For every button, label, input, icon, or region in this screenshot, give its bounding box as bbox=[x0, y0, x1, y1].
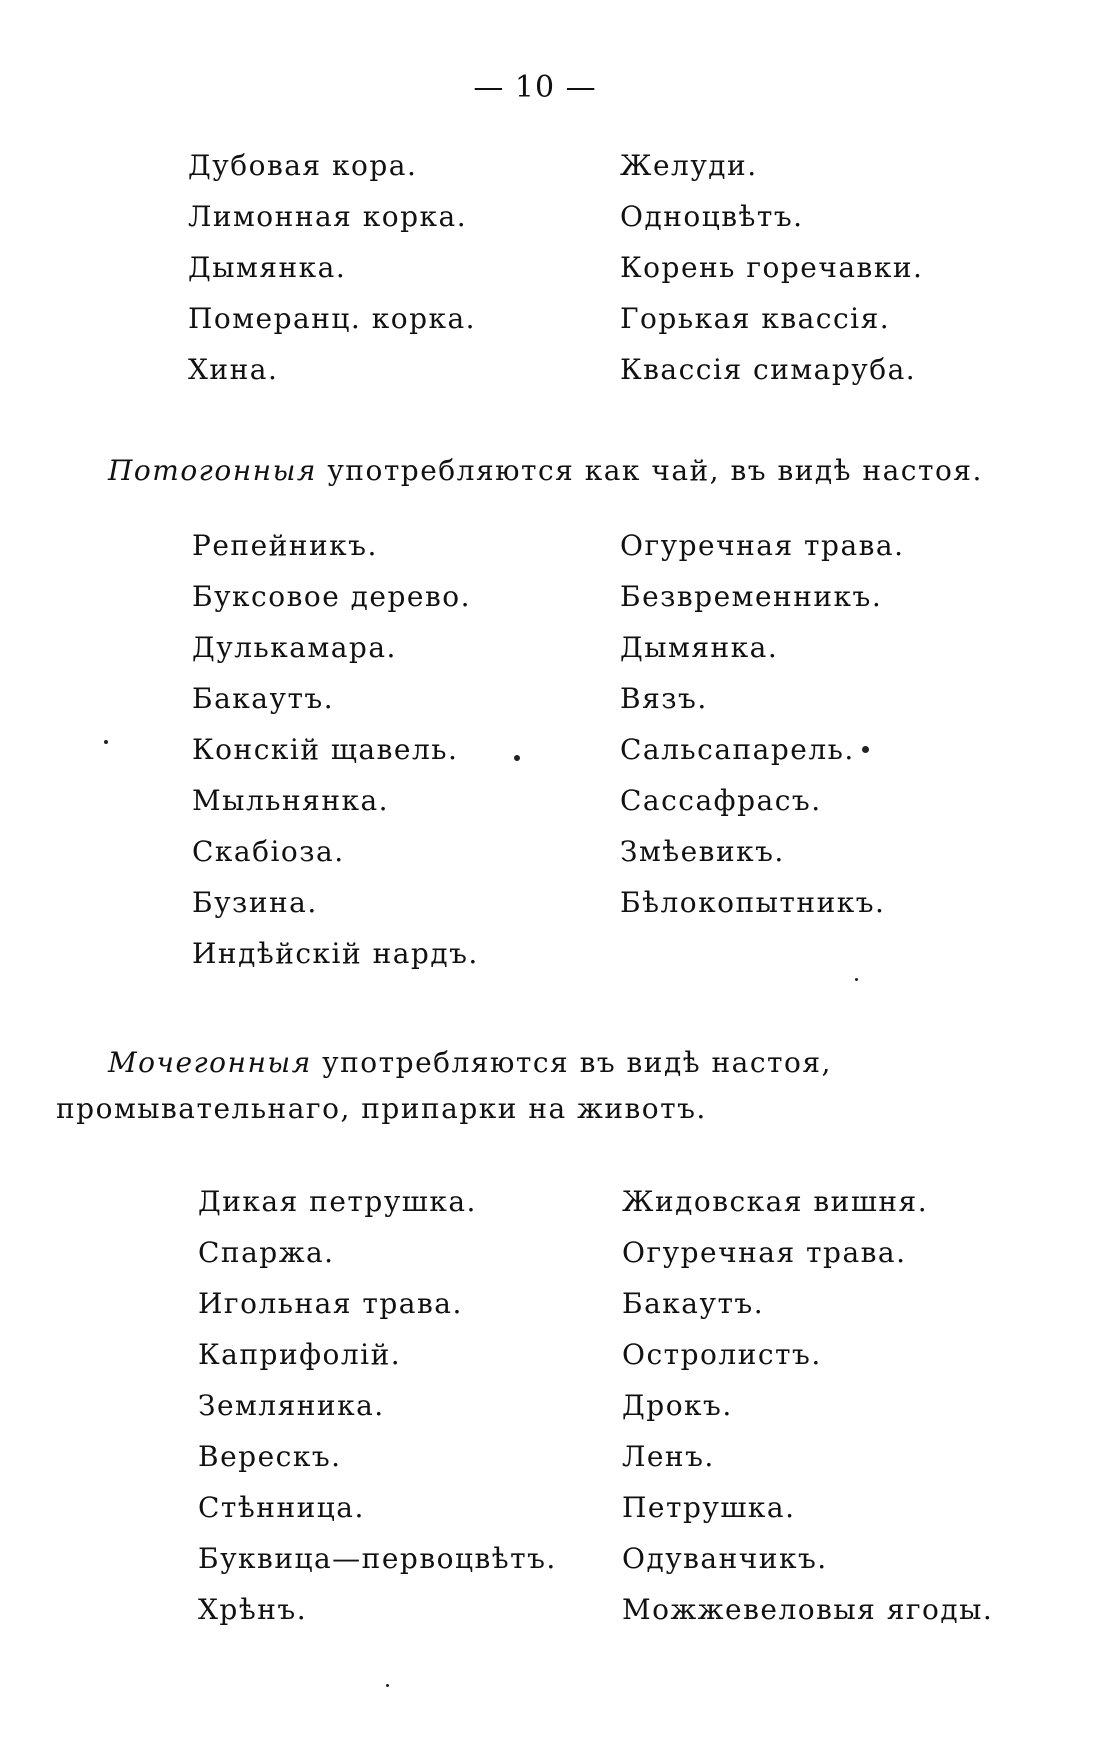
section-3-text: употребляются въ видѣ настоя, промывательнаго, припарки на животъ. bbox=[56, 1046, 832, 1125]
list-item: Дикая петрушка. bbox=[198, 1185, 477, 1218]
list-item: Скабіоза. bbox=[192, 835, 345, 868]
section-2-text: употребляются как чай, въ видѣ настоя. bbox=[316, 454, 983, 487]
section-3-intro bbox=[56, 1040, 1016, 1132]
list-item: Индѣйскій нардъ. bbox=[192, 937, 479, 970]
list-item: Каприфолій. bbox=[198, 1338, 402, 1371]
list-item: Огуречная трава. bbox=[620, 529, 905, 562]
list-item: Дымянка. bbox=[188, 251, 347, 284]
scan-speck bbox=[104, 740, 108, 744]
list-item: Желуди. bbox=[620, 149, 758, 182]
scan-speck bbox=[855, 978, 858, 981]
list-item: Остролистъ. bbox=[622, 1338, 822, 1371]
list-item: Хрѣнъ. bbox=[198, 1593, 308, 1626]
section-2-heading: Потогонныя bbox=[108, 454, 317, 487]
section-1-list bbox=[188, 140, 923, 395]
list-item: Одноцвѣтъ. bbox=[620, 200, 804, 233]
list-item: Стѣнница. bbox=[198, 1491, 365, 1524]
list-item: Спаржа. bbox=[198, 1236, 335, 1269]
list-item: Одуванчикъ. bbox=[622, 1542, 828, 1575]
section-2-left-column bbox=[192, 520, 620, 979]
list-item: Квассія симаруба. bbox=[620, 353, 917, 386]
list-item: Земляника. bbox=[198, 1389, 385, 1422]
list-item: Сальсапарель. bbox=[620, 733, 855, 766]
list-item: Репейникъ. bbox=[192, 529, 378, 562]
section-2-intro bbox=[56, 448, 1016, 494]
section-3-right-column bbox=[622, 1176, 993, 1635]
list-item: Безвременникъ. bbox=[620, 580, 883, 613]
list-item: Огуречная трава. bbox=[622, 1236, 907, 1269]
list-item: Горькая квассія. bbox=[620, 302, 891, 335]
list-item: Можжевеловыя ягоды. bbox=[622, 1593, 994, 1626]
section-3-heading: Мочегонныя bbox=[108, 1046, 312, 1079]
list-item: Корень горечавки. bbox=[620, 251, 924, 284]
list-item: Сассафрасъ. bbox=[620, 784, 822, 817]
list-item: Дымянка. bbox=[620, 631, 779, 664]
scan-speck bbox=[514, 755, 520, 761]
section-1-right-column bbox=[620, 140, 923, 395]
section-2-list bbox=[192, 520, 905, 979]
list-item: Ленъ. bbox=[622, 1440, 715, 1473]
list-item: Верескъ. bbox=[198, 1440, 342, 1473]
section-1-left-column bbox=[188, 140, 620, 395]
page-number: — 10 — bbox=[473, 70, 597, 105]
section-3-list bbox=[198, 1176, 993, 1635]
list-item: Мыльнянка. bbox=[192, 784, 390, 817]
list-item: Вязъ. bbox=[620, 682, 708, 715]
list-item: Дрокъ. bbox=[622, 1389, 733, 1422]
scan-speck bbox=[386, 1684, 389, 1687]
list-item: Бузина. bbox=[192, 886, 318, 919]
list-item: Буквица—первоцвѣтъ. bbox=[198, 1542, 557, 1575]
list-item: Игольная трава. bbox=[198, 1287, 463, 1320]
list-item: Буксовое дерево. bbox=[192, 580, 472, 613]
list-item: Лимонная корка. bbox=[188, 200, 468, 233]
list-item: Дубовая кора. bbox=[188, 149, 418, 182]
list-item: Бакаутъ. bbox=[192, 682, 335, 715]
list-item: Бакаутъ. bbox=[622, 1287, 765, 1320]
list-item: Хина. bbox=[188, 353, 279, 386]
list-item: Дулькамара. bbox=[192, 631, 397, 664]
list-item: Петрушка. bbox=[622, 1491, 796, 1524]
list-item: Змѣевикъ. bbox=[620, 835, 785, 868]
list-item: Бѣлокопытникъ. bbox=[620, 886, 886, 919]
scan-speck bbox=[862, 746, 869, 753]
section-3-left-column bbox=[198, 1176, 622, 1635]
list-item: Конскій щавель. bbox=[192, 733, 459, 766]
list-item: Померанц. корка. bbox=[188, 302, 477, 335]
list-item: Жидовская вишня. bbox=[622, 1185, 929, 1218]
